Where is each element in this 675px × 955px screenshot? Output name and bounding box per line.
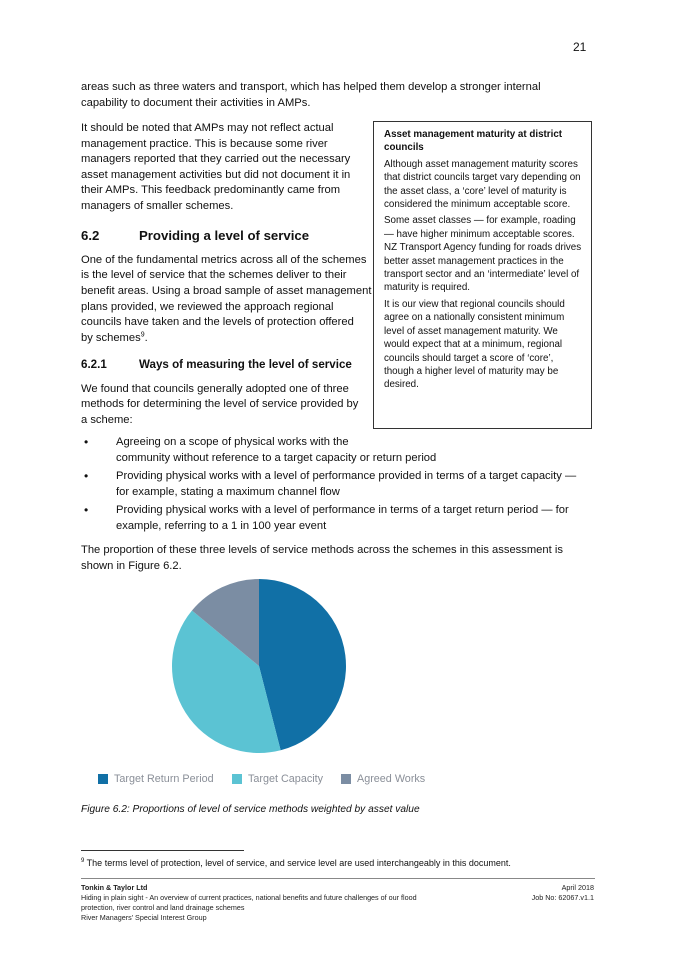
para2-line: plans provided, we reviewed the approach regional <box>81 301 334 313</box>
section-6-2-number: 6.2 <box>81 228 100 243</box>
footer-client: River Managers’ Special Interest Group <box>81 913 207 922</box>
legend-swatch <box>341 774 351 784</box>
para1-line: management practice. This is because some river <box>81 138 328 150</box>
footer-doc-title: Hiding in plain sight - An overview of current practices, national benefits and future challenges of our flood <box>81 893 417 902</box>
para2-last-line: by schemes$^9$. <box>81 331 148 344</box>
para1-line: their AMPs. This feedback predominantly came from <box>81 184 341 196</box>
para1-line: managers reported that they carried out the necessary <box>81 153 351 165</box>
section-6-2-1-number: 6.2.1 <box>81 358 107 371</box>
para2-line: benefit areas. Using a broad sample of asset management <box>81 285 372 297</box>
section-6-2-title: Providing a level of service <box>139 228 310 243</box>
intro-line-2: capability to document their activities in AMPs. <box>81 97 311 109</box>
figure-caption: Figure 6.2: Proportions of level of service methods weighted by asset value <box>81 804 420 815</box>
bullet-item: • Agreeing on a scope of physical works with the community without reference to a target capacity or return period <box>84 435 437 464</box>
footer-date: April 2018 <box>561 883 594 892</box>
legend-item-target-capacity: Target Capacity <box>232 773 323 785</box>
sidebar-paragraph: It is our view that regional councils should agree on a nationally consistent minimum level of asset management maturity. We would expect that at a minimum, regional councils should target a score of ‘core’, though a higher level of maturity may be desired. <box>384 298 565 391</box>
sidebar-paragraph: Although asset management maturity scores that district councils target vary depending on the asset class, a ‘core’ level of maturity is considered the minimum acceptable score. <box>384 158 581 211</box>
legend-item-target-return-period: Target Return Period <box>98 773 214 785</box>
para2-line: One of the fundamental metrics across all of the schemes <box>81 254 367 266</box>
legend-swatch <box>232 774 242 784</box>
para1-line: managers of smaller schemes. <box>81 200 234 212</box>
footnote: $^9$ The terms level of protection, level of service, and service level are used interchangeably in this document. <box>81 858 511 868</box>
pie-chart <box>160 572 360 762</box>
bullet-dot: • <box>84 435 89 449</box>
intro-line-1: areas such as three waters and transport, which has helped them develop a stronger internal <box>81 81 541 93</box>
para3-line: methods for determining the level of service provided by <box>81 398 359 410</box>
bullet-dot: • <box>84 503 89 517</box>
footer-divider <box>81 878 595 879</box>
footer-doc-title: protection, river control and land drainage schemes <box>81 903 245 912</box>
para3-line: a scheme: <box>81 414 133 426</box>
footer-job-no: Job No: 62067.v1.1 <box>531 893 594 902</box>
footnote-ref[interactable]: 9 <box>140 331 145 339</box>
footnote-divider <box>81 850 244 851</box>
bullet-item: • Providing physical works with a level of performance provided in terms of a target capacity — for example, stating a maximum channel flow <box>84 469 577 498</box>
bullet-dot: • <box>84 469 89 483</box>
para4-line: The proportion of these three levels of service methods across the schemes in this assessment is <box>81 544 563 556</box>
footer-company: Tonkin & Taylor Ltd <box>81 883 148 892</box>
para2-line: councils have taken and the levels of protection offered <box>81 316 354 328</box>
legend-item-agreed-works: Agreed Works <box>341 773 425 785</box>
sidebar-box <box>373 121 592 429</box>
para4-line: shown in Figure 6.2. <box>81 560 182 572</box>
legend-swatch <box>98 774 108 784</box>
bullet-item: • Providing physical works with a level of performance in terms of a target return period — for example, referring to a 1 in 100 year event <box>84 503 569 532</box>
page-number: 21 <box>573 40 587 54</box>
para3-line: We found that councils generally adopted one of three <box>81 383 349 395</box>
para1-line: asset management activities but did not document it in <box>81 169 351 181</box>
sidebar-paragraph: Some asset classes — for example, roading — have higher minimum acceptable scores. NZ Transport Agency funding for roads drives better asset management practices in the transport sector and an ‘intermediate’ level of maturity is required. <box>384 215 582 294</box>
para2-line: is the level of service that the schemes deliver to their <box>81 269 347 281</box>
section-6-2-1-title: Ways of measuring the level of service <box>139 358 352 371</box>
para1-line: It should be noted that AMPs may not reflect actual <box>81 122 334 134</box>
sidebar-title: Asset management maturity at district councils <box>384 129 563 154</box>
